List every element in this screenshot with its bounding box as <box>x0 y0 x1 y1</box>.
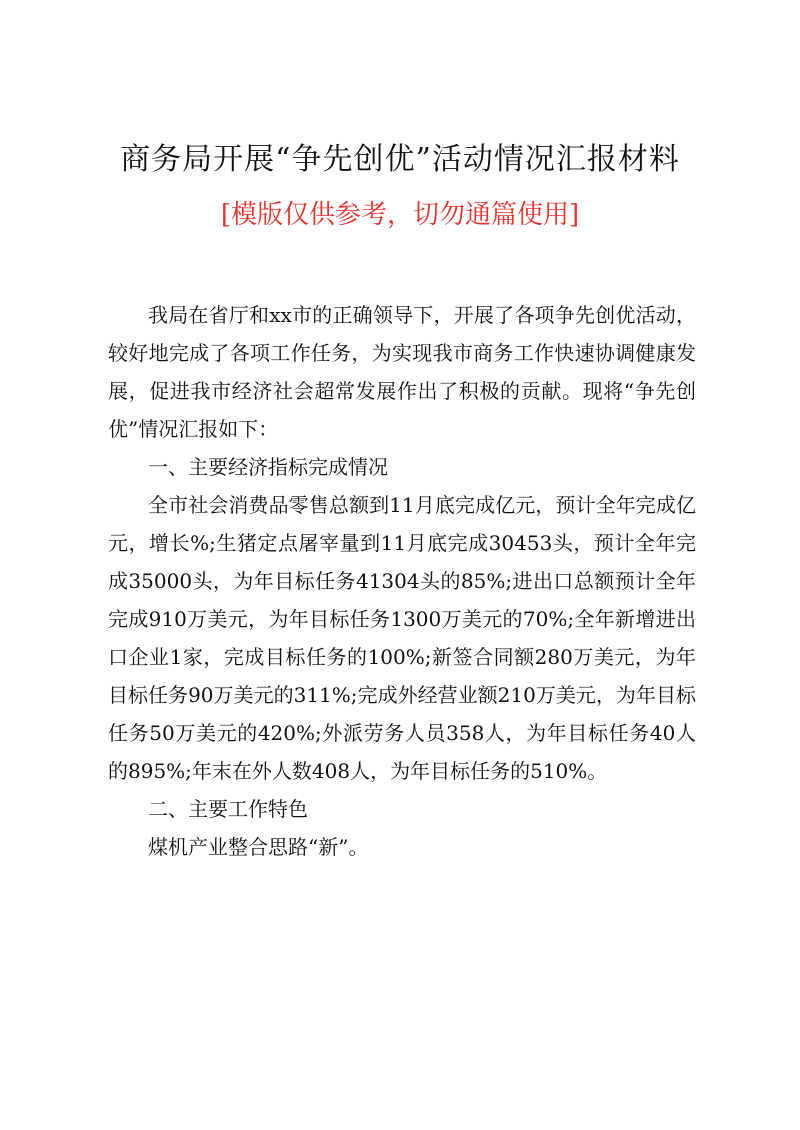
feature-paragraph: 煤机产业整合思路“新”。 <box>148 835 369 859</box>
section-heading-2: 二、主要工作特色 <box>148 797 308 821</box>
indicators-paragraph: 全市社会消费品零售总额到11月底完成亿元，预计全年完成亿元，增长%;生猪定点屠宰量到11月底完成30453头，预计全年完成35000头，为年目标任务41304头的85%;进出口总额预计全年完成910万美元，为年目标任务1300万美元的70%;全年新增进出口企业1家，完成目标任务的100%;新签合同额280万美元，为年目标任务90万美元的311%;完成外经营业额210万美元，为年目标任务50万美元的420%;外派劳务人员358人，为年目标任务40人的895%;年末在外人数408人，为年目标任务的510%。 <box>108 493 696 783</box>
document-body <box>108 296 696 866</box>
intro-paragraph: 我局在省厅和xx市的正确领导下，开展了各项争先创优活动，较好地完成了各项工作任务，为实现我市商务工作快速协调健康发展，促进我市经济社会超常发展作出了积极的贡献。现将“争先创优”情况汇报如下： <box>108 303 696 441</box>
document-title: 商务局开展“争先创优”活动情况汇报材料 <box>120 142 680 177</box>
section-heading-1: 一、主要经济指标完成情况 <box>148 455 388 479</box>
template-notice: [模版仅供参考，切勿通篇使用] <box>220 200 580 230</box>
